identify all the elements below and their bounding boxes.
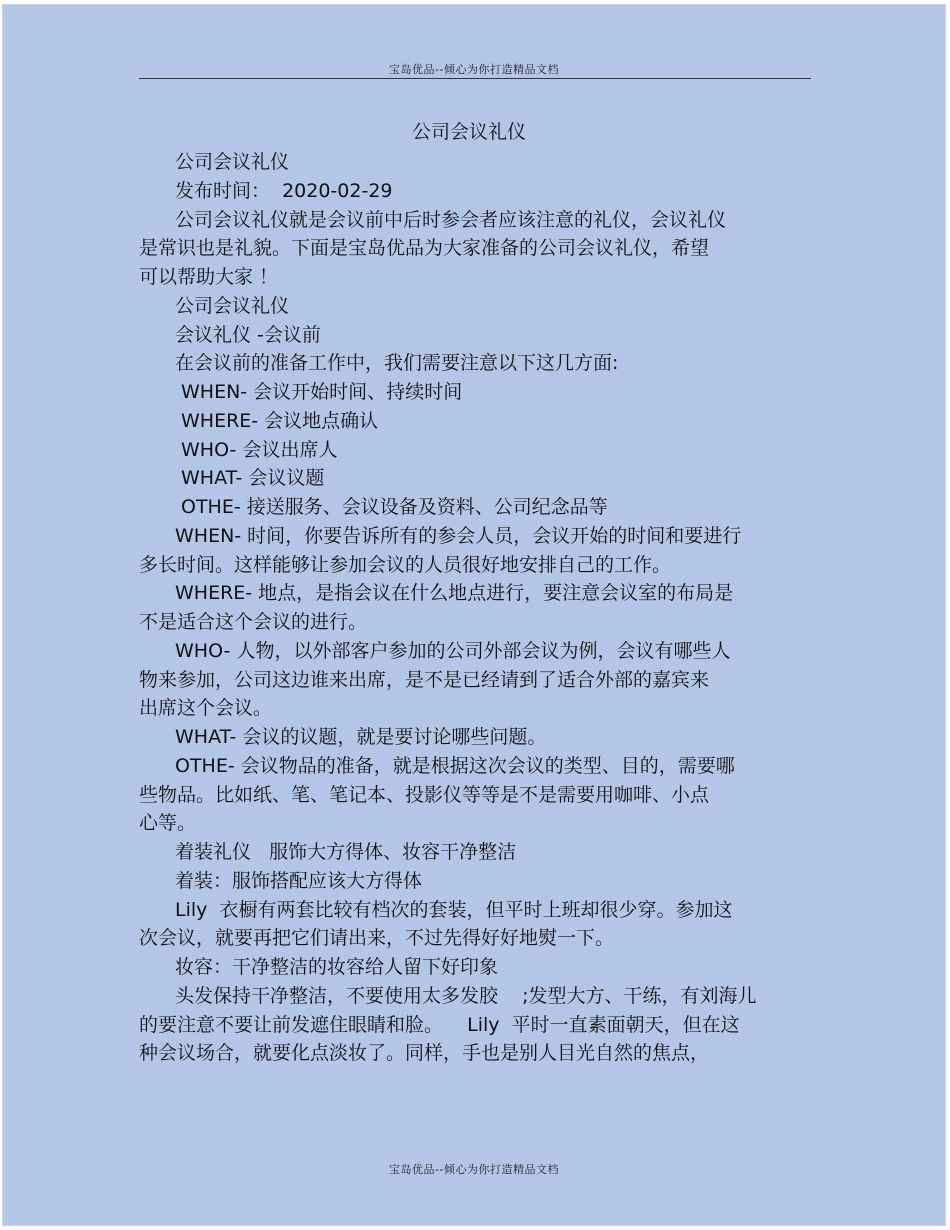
- list-item: OTHE- 接送服务、会议设备及资料、公司纪念品等: [181, 496, 608, 518]
- paragraph-line: 物来参加，公司这边谁来出席，是不是已经请到了适合外部的嘉宾来: [139, 668, 710, 691]
- list-item: WHO- 会议出席人: [181, 438, 338, 461]
- list-item: WHERE- 会议地点确认: [181, 409, 379, 432]
- paragraph-line: 次会议，就要再把它们请出来，不过先得好好地熨一下。: [139, 927, 615, 950]
- list-item: WHEN- 会议开始时间、持续时间: [181, 381, 463, 403]
- document-body: [139, 117, 799, 1068]
- paragraph-line: 妆容：干净整洁的妆容给人留下好印象: [175, 956, 499, 978]
- document-page: [2, 4, 946, 1226]
- document-title: 公司会议礼仪: [411, 121, 526, 143]
- paragraph-line: 公司会议礼仪就是会议前中后时参会者应该注意的礼仪，会议礼仪: [175, 208, 727, 231]
- paragraph-line: WHO- 人物，以外部客户参加的公司外部会议为例，会议有哪些人: [175, 639, 731, 662]
- paragraph-line: 些物品。比如纸、笔、笔记本、投影仪等等是不是需要用咖啡、小点: [139, 783, 710, 806]
- paragraph-line: WHEN- 时间，你要告诉所有的参会人员，会议开始的时间和要进行: [175, 524, 742, 547]
- paragraph-line: 多长时间。这样能够让参加会议的人员很好地安排自己的工作。: [139, 553, 672, 576]
- paragraph-line: 心等。: [139, 812, 197, 835]
- paragraph-line: WHAT- 会议的议题，就是要讨论哪些问题。: [175, 726, 547, 748]
- paragraph-line: WHERE- 地点，是指会议在什么地点进行，要注意会议室的布局是: [175, 582, 734, 605]
- paragraph-line: 种会议场合，就要化点淡妆了。同样，手也是别人目光自然的焦点，: [139, 1042, 710, 1065]
- paragraph-line: 是常识也是礼貌。下面是宝岛优品为大家准备的公司会议礼仪，希望: [139, 237, 710, 260]
- text-line: 公司会议礼仪: [175, 151, 290, 173]
- paragraph-line: 出席这个会议。: [139, 697, 273, 720]
- paragraph-line: 在会议前的准备工作中，我们需要注意以下这几方面:: [175, 352, 619, 375]
- paragraph-line: 头发保持干净整洁，不要使用太多发胶 ;发型大方、干练，有刘海儿: [175, 984, 757, 1007]
- header-rule: [139, 78, 811, 79]
- paragraph-line: Lily 衣橱有两套比较有档次的套装，但平时上班却很少穿。参加这: [175, 898, 733, 921]
- list-item: WHAT- 会议议题: [181, 467, 325, 490]
- paragraph-line: 的要注意不要让前发遮住眼睛和脸。 Lily 平时一直素面朝天，但在这: [139, 1013, 740, 1036]
- paragraph-line: 不是适合这个会议的进行。: [139, 611, 368, 633]
- paragraph-line: 着装：服饰搭配应该大方得体: [175, 869, 423, 892]
- section-heading: 会议礼仪 -会议前: [175, 323, 321, 346]
- paragraph-line: 可以帮助大家 ！: [139, 266, 279, 288]
- page-footer: 宝岛优品--倾心为你打造精品文档: [389, 1163, 559, 1176]
- paragraph-line: OTHE- 会议物品的准备，就是根据这次会议的类型、目的，需要哪: [175, 754, 735, 777]
- publish-date-line: 发布时间： 2020-02-29: [175, 179, 393, 202]
- section-heading: 着装礼仪 服饰大方得体、妆容干净整洁: [175, 841, 517, 863]
- page-header: 宝岛优品--倾心为你打造精品文档: [389, 63, 559, 76]
- section-heading: 公司会议礼仪: [175, 294, 290, 317]
